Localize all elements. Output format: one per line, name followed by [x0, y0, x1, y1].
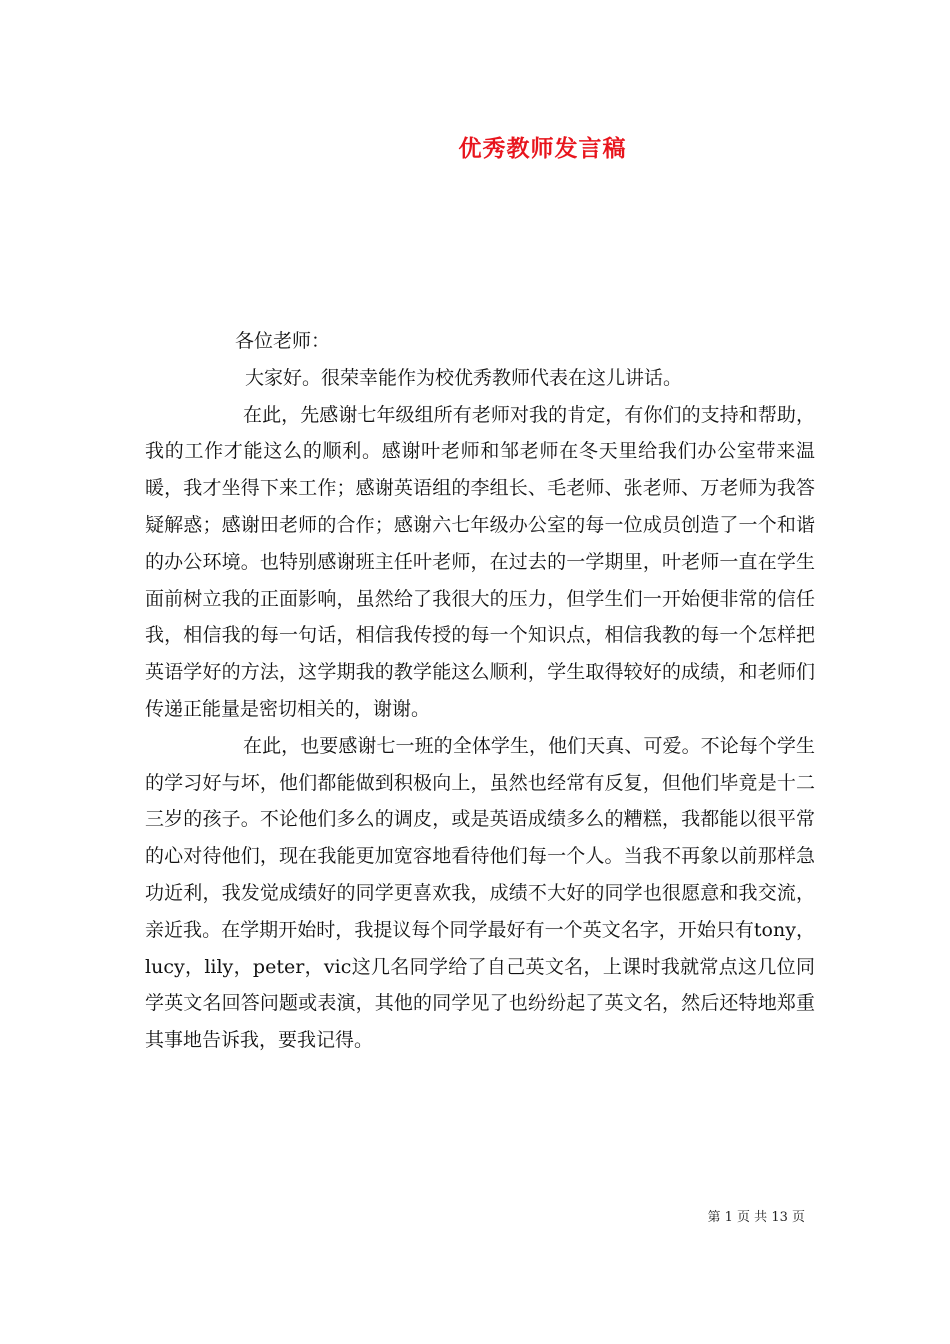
salutation: 各位老师： — [235, 330, 331, 352]
document-title: 优秀教师发言稿 — [458, 135, 627, 162]
page-title — [0, 132, 950, 166]
document-body — [145, 323, 815, 1059]
paragraph-thanks-students: 在此，也要感谢七一班的全体学生，他们天真、可爱。不论每个学生的学习好与坏，他们都能做到积极向上，虽然也经常有反复，但他们毕竟是十二三岁的孩子。不论他们多么的调皮，或是英语成绩多么的糟糕，我都能以很平常的心对待他们，现在我能更加宽容地看待他们每一个人。当我不再象以前那样急功近利，我发觉成绩好的同学更喜欢我，成绩不大好的同学也很愿意和我交流，亲近我。在学期开始时，我提议每个同学最好有一个英文名字，开始只有tony，lucy，lily，peter，vic这几名同学给了自己英文名，上课时我就常点这几位同学英文名回答问题或表演，其他的同学见了也纷纷起了英文名，然后还特地郑重其事地告诉我，要我记得。 — [145, 734, 815, 1052]
greeting: 大家好。很荣幸能作为校优秀教师代表在这儿讲话。 — [245, 366, 683, 389]
page-number-footer: 第 1 页 共 13 页 — [707, 1210, 805, 1225]
paragraph-thanks-colleagues: 在此，先感谢七年级组所有老师对我的肯定，有你们的支持和帮助，我的工作才能这么的顺利。感谢叶老师和邹老师在冬天里给我们办公室带来温暖，我才坐得下来工作；感谢英语组的李组长、毛老师、张老师、万老师为我答疑解惑；感谢田老师的合作；感谢六七年级办公室的每一位成员创造了一个和谐的办公环境。也特别感谢班主任叶老师，在过去的一学期里，叶老师一直在学生面前树立我的正面影响，虽然给了我很大的压力，但学生们一开始便非常的信任我，相信我的每一句话，相信我传授的每一个知识点，相信我教的每一个怎样把英语学好的方法，这学期我的教学能这么顺利，学生取得较好的成绩，和老师们传递正能量是密切相关的，谢谢。 — [145, 403, 815, 720]
